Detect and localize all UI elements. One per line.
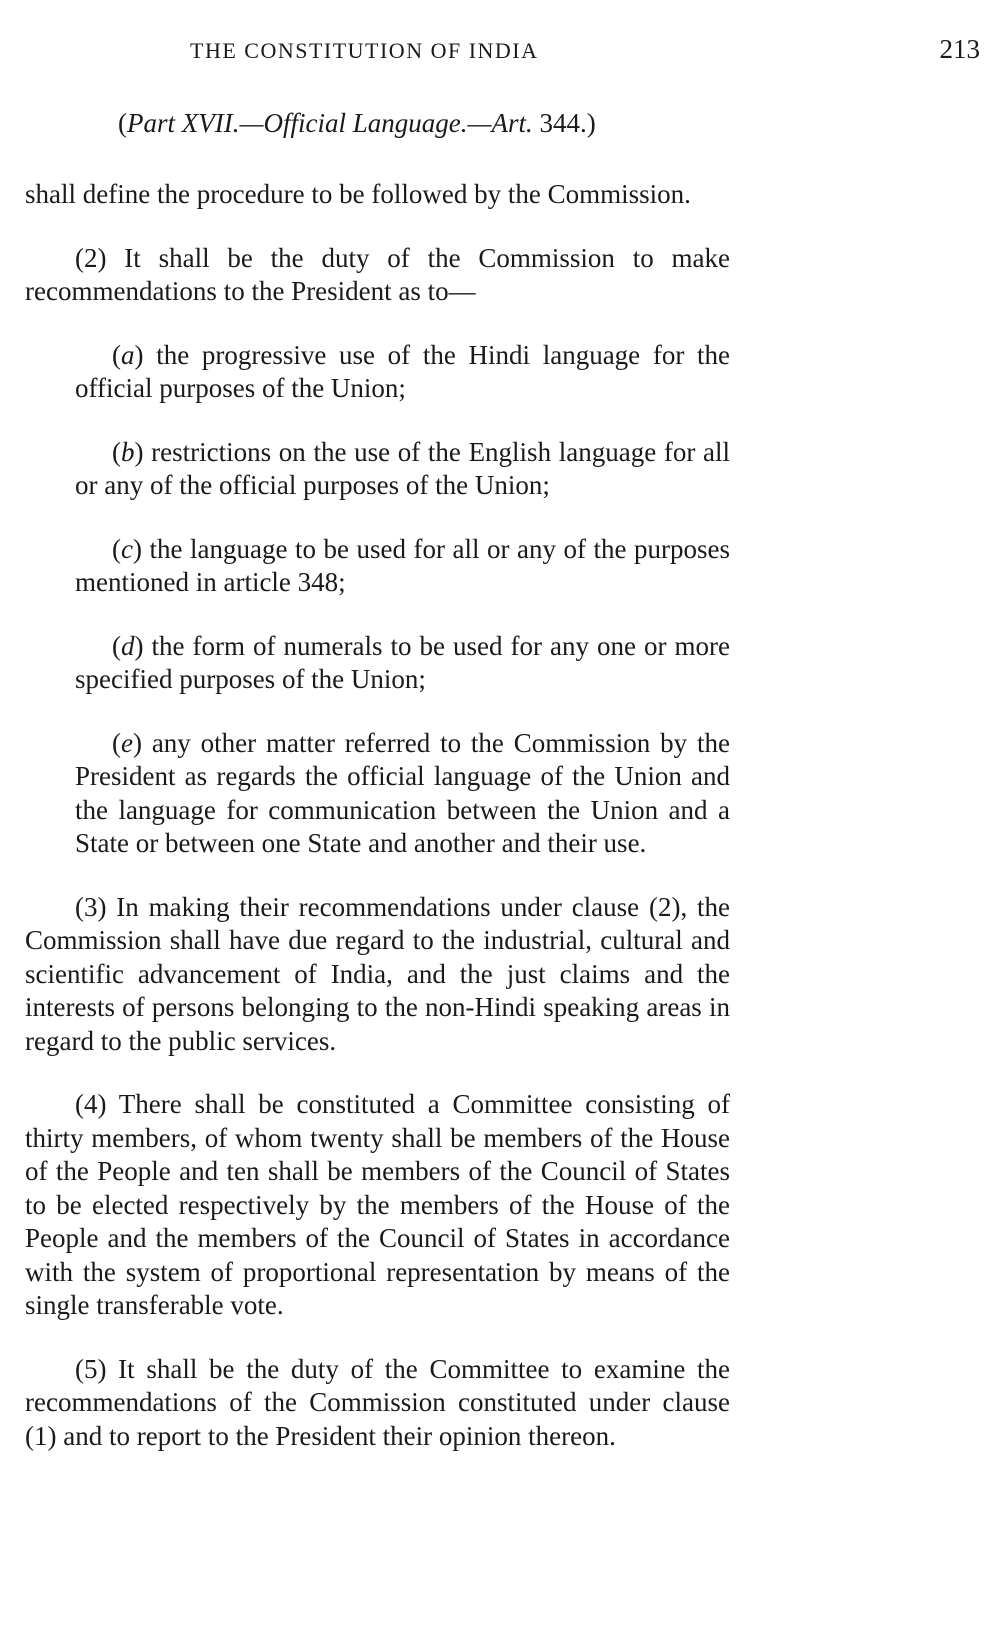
dash-1: — bbox=[239, 108, 264, 138]
sub-clause-e: (e) any other matter referred to the Commission by the President as regards the official language of the Union and the language for communication between the Union and a State or between one State and another and their use. bbox=[75, 727, 730, 858]
part-heading bbox=[118, 108, 596, 139]
sub-clause-d: (d) the form of numerals to be used for any one or more specified purposes of the Union; bbox=[75, 630, 730, 694]
clause-4: (4) There shall be constituted a Committee consisting of thirty members, of whom twenty shall be members of the House of the People and ten shall be members of the Council of States to be elected respectively by the members of the House of the People and the members of the Council of States in accordance with the system of proportional representation by means of the single transferable vote. bbox=[25, 1089, 730, 1320]
dash-2: — bbox=[467, 108, 492, 138]
page-number: 213 bbox=[939, 34, 980, 64]
sub-clause-c: (c) the language to be used for all or any of the purposes mentioned in article 348; bbox=[75, 533, 730, 597]
sub-clause-label: e bbox=[121, 727, 133, 758]
sub-clause-label: c bbox=[121, 533, 133, 564]
part-label: Part XVII. bbox=[127, 108, 240, 138]
part-title: Official Language. bbox=[263, 108, 468, 138]
article-number: 344. bbox=[532, 108, 587, 138]
article-label: Art. bbox=[491, 108, 533, 138]
clause-2: (2) It shall be the duty of the Commission to make recommendations to the President as to— bbox=[25, 242, 730, 306]
clause-5: (5) It shall be the duty of the Committee to examine the recommendations of the Commission constituted under clause (1) and to report to the President their opinion thereon. bbox=[25, 1353, 730, 1451]
running-title: THE CONSTITUTION OF INDIA bbox=[190, 38, 539, 63]
sub-clause-text: the progressive use of the Hindi language for the official purposes of the Union; bbox=[75, 339, 731, 403]
sub-clause-text: any other matter referred to the Commission by the President as regards the official language of the Union and the language for communication between the Union and a State or between one State and another and their use. bbox=[75, 727, 730, 858]
page-body bbox=[25, 178, 730, 1483]
continued-paragraph: shall define the procedure to be followed by the Commission. bbox=[25, 179, 691, 209]
sub-clause-a: (a) the progressive use of the Hindi language for the official purposes of the Union; bbox=[75, 339, 731, 403]
sub-clause-label: b bbox=[121, 436, 135, 467]
paren-close: ) bbox=[586, 108, 596, 138]
clause-3: (3) In making their recommendations under clause (2), the Commission shall have due regard to the industrial, cultural and scientific advancement of India, and the just claims and the interests of persons belonging to the non-Hindi speaking areas in regard to the public services. bbox=[25, 891, 730, 1056]
paren-open: ( bbox=[118, 108, 127, 138]
sub-clause-label: d bbox=[121, 630, 135, 661]
sub-clause-text: the form of numerals to be used for any one or more specified purposes of the Union; bbox=[75, 630, 730, 694]
sub-clause-label: a bbox=[121, 339, 135, 370]
sub-clause-text: restrictions on the use of the English language for all or any of the official purposes of the Union; bbox=[75, 436, 730, 500]
sub-clause-text: the language to be used for all or any of the purposes mentioned in article 348; bbox=[75, 533, 730, 597]
sub-clause-b: (b) restrictions on the use of the English language for all or any of the official purposes of the Union; bbox=[75, 436, 730, 500]
